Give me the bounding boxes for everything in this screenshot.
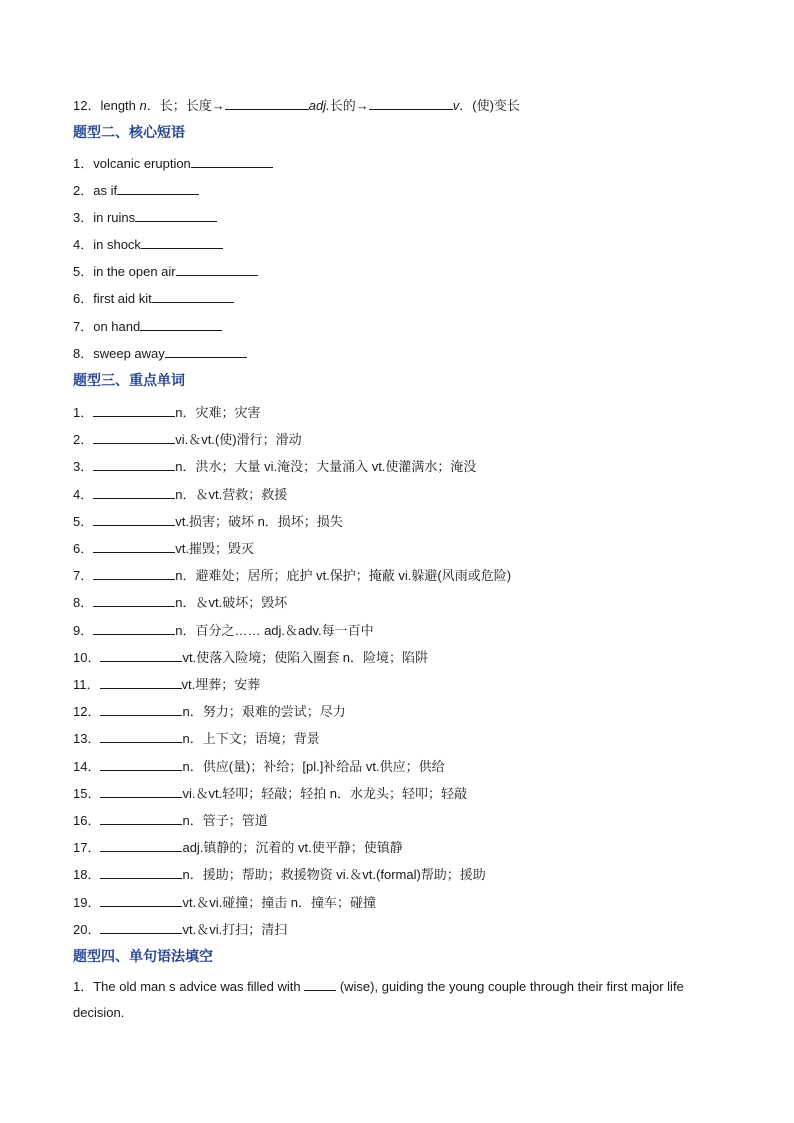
phrase-item	[73, 209, 217, 226]
item-number: 20．	[73, 922, 101, 937]
item-meaning: ．长；长度→	[146, 98, 225, 113]
word-definition: n．上下文；语境；背景	[182, 731, 320, 746]
answer-blank[interactable]	[100, 812, 182, 825]
word-item	[73, 458, 476, 475]
answer-blank[interactable]	[93, 513, 175, 526]
answer-blank[interactable]	[100, 894, 182, 907]
word-item	[73, 703, 346, 720]
item-number: 12．	[73, 704, 101, 719]
pos-label: n	[139, 98, 147, 113]
phrase-item	[73, 155, 273, 172]
phrase-text: in ruins	[93, 210, 136, 225]
word-definition: n．供应(量)；补给；[pl.]补给品 vt.供应；供给	[182, 759, 445, 774]
word-definition: vt.＆vi.打扫；清扫	[182, 922, 288, 937]
word-item	[73, 594, 287, 611]
word-definition: n．援助；帮助；救援物资 vi.＆vt.(formal)帮助；援助	[182, 867, 486, 882]
word-item	[73, 730, 320, 747]
item-number: 12．	[73, 98, 101, 113]
phrase-item	[73, 345, 247, 362]
answer-blank[interactable]	[100, 730, 182, 743]
word-definition: vt.损害；破坏 n．损坏；损失	[175, 514, 343, 529]
answer-blank[interactable]	[100, 676, 182, 689]
answer-blank[interactable]	[152, 290, 234, 303]
phrase-item	[73, 182, 199, 199]
item-number: 8．	[73, 595, 94, 610]
phrase-text: in shock	[93, 237, 141, 252]
word-item	[73, 567, 511, 584]
answer-blank[interactable]	[100, 785, 182, 798]
item-number: 13．	[73, 731, 101, 746]
word-item	[73, 839, 403, 856]
answer-blank[interactable]	[100, 839, 182, 852]
answer-blank[interactable]	[176, 263, 258, 276]
phrase-text: in the open air	[93, 264, 176, 279]
answer-blank[interactable]	[369, 97, 453, 110]
item-meaning: ．(使)变长	[459, 98, 520, 113]
answer-blank[interactable]	[93, 567, 175, 580]
item-number: 18．	[73, 867, 101, 882]
answer-blank[interactable]	[93, 486, 175, 499]
phrase-text: as if	[93, 183, 118, 198]
answer-blank[interactable]	[117, 182, 199, 195]
word-definition: vi.＆vt.轻叩；轻敲；轻拍 n．水龙头；轻叩；轻敲	[182, 786, 468, 801]
question-text: (wise), guiding the young couple through their first major life decision.	[73, 979, 684, 1020]
question-text: The old man s advice was filled with	[93, 979, 305, 994]
word-definition: n．洪水；大量 vi.淹没；大量涌入 vt.使灌满水；淹没	[175, 459, 477, 474]
item-number: 11．	[73, 677, 100, 692]
item-number: 9．	[73, 623, 94, 638]
word-item	[73, 866, 486, 883]
word-definition: vt.＆vi.碰撞；撞击 n．撞车；碰撞	[182, 895, 377, 910]
answer-blank[interactable]	[135, 209, 217, 222]
answer-blank[interactable]	[140, 318, 222, 331]
item-number: 7．	[73, 319, 94, 334]
section-heading-words: 题型三、重点单词	[73, 373, 185, 389]
word-item	[73, 404, 260, 421]
item-number: 4．	[73, 487, 94, 502]
word-item	[73, 513, 343, 530]
item-number: 17．	[73, 840, 101, 855]
grammar-question-1	[73, 974, 713, 1026]
word-item	[73, 785, 467, 802]
item-number: 6．	[73, 541, 94, 556]
section-heading-phrases: 题型二、核心短语	[73, 125, 185, 141]
item-number: 10．	[73, 650, 101, 665]
vocab-item-12-top	[73, 97, 520, 114]
answer-blank[interactable]	[93, 540, 175, 553]
item-number: 8．	[73, 346, 94, 361]
item-number: 2．	[73, 183, 94, 198]
word-item	[73, 649, 428, 666]
answer-blank[interactable]	[93, 594, 175, 607]
item-number: 2．	[73, 432, 94, 447]
word-definition: adj.镇静的；沉着的 vt.使平静；使镇静	[182, 840, 403, 855]
word-item	[73, 431, 302, 448]
answer-blank[interactable]	[93, 458, 175, 471]
item-number: 6．	[73, 291, 94, 306]
item-number: 15．	[73, 786, 101, 801]
word-definition: vt.摧毁；毁灭	[175, 541, 254, 556]
phrase-text: sweep away	[93, 346, 165, 361]
item-number: 1．	[73, 979, 94, 994]
word-item	[73, 921, 287, 938]
item-number: 16．	[73, 813, 101, 828]
answer-blank[interactable]	[100, 866, 182, 879]
phrase-item	[73, 318, 222, 335]
word-item	[73, 676, 260, 693]
word-definition: vt.使落入险境；使陷入圈套 n．险境；陷阱	[182, 650, 429, 665]
word-item	[73, 622, 374, 639]
word-definition: n．＆vt.破坏；毁坏	[175, 595, 288, 610]
item-number: 19．	[73, 895, 101, 910]
word-definition: n．努力；艰难的尝试；尽力	[182, 704, 346, 719]
answer-blank[interactable]	[141, 236, 223, 249]
answer-blank[interactable]	[225, 97, 309, 110]
answer-blank[interactable]	[100, 649, 182, 662]
item-number: 14．	[73, 759, 101, 774]
answer-blank[interactable]	[100, 758, 182, 771]
word-definition: n．灾难；灾害	[175, 405, 261, 420]
pos-label: v	[452, 98, 460, 113]
phrase-item	[73, 290, 234, 307]
answer-blank[interactable]	[304, 978, 336, 991]
word-definition: vi.＆vt.(使)滑行；滑动	[175, 432, 302, 447]
phrase-text: first aid kit	[93, 291, 152, 306]
answer-blank[interactable]	[93, 404, 175, 417]
word-item	[73, 812, 268, 829]
item-meaning: 长的→	[329, 98, 369, 113]
phrase-text: on hand	[93, 319, 141, 334]
phrase-text: volcanic eruption	[93, 156, 191, 171]
word-item	[73, 894, 376, 911]
answer-blank[interactable]	[93, 622, 175, 635]
answer-blank[interactable]	[93, 431, 175, 444]
word-definition: vt.埋葬；安葬	[181, 677, 261, 692]
phrase-item	[73, 263, 258, 280]
pos-label: adj.	[308, 98, 330, 113]
phrase-item	[73, 236, 223, 253]
word-item	[73, 540, 254, 557]
word-item	[73, 486, 287, 503]
answer-blank[interactable]	[191, 155, 273, 168]
item-number: 5．	[73, 514, 94, 529]
section-heading-grammar: 题型四、单句语法填空	[73, 949, 213, 965]
answer-blank[interactable]	[100, 703, 182, 716]
word-definition: n．避难处；居所；庇护 vt.保护；掩蔽 vi.躲避(风雨或危险)	[175, 568, 512, 583]
item-number: 1．	[73, 405, 94, 420]
word-item	[73, 758, 445, 775]
word-definition: n．管子；管道	[182, 813, 268, 828]
word-definition: n．＆vt.营救；救援	[175, 487, 288, 502]
item-number: 3．	[73, 210, 94, 225]
answer-blank[interactable]	[165, 345, 247, 358]
item-number: 1．	[73, 156, 94, 171]
word-definition: n．百分之…… adj.＆adv.每一百中	[175, 623, 374, 638]
answer-blank[interactable]	[100, 921, 182, 934]
item-number: 3．	[73, 459, 94, 474]
item-number: 4．	[73, 237, 94, 252]
item-number: 5．	[73, 264, 94, 279]
item-word: length	[100, 98, 136, 113]
item-number: 7．	[73, 568, 94, 583]
